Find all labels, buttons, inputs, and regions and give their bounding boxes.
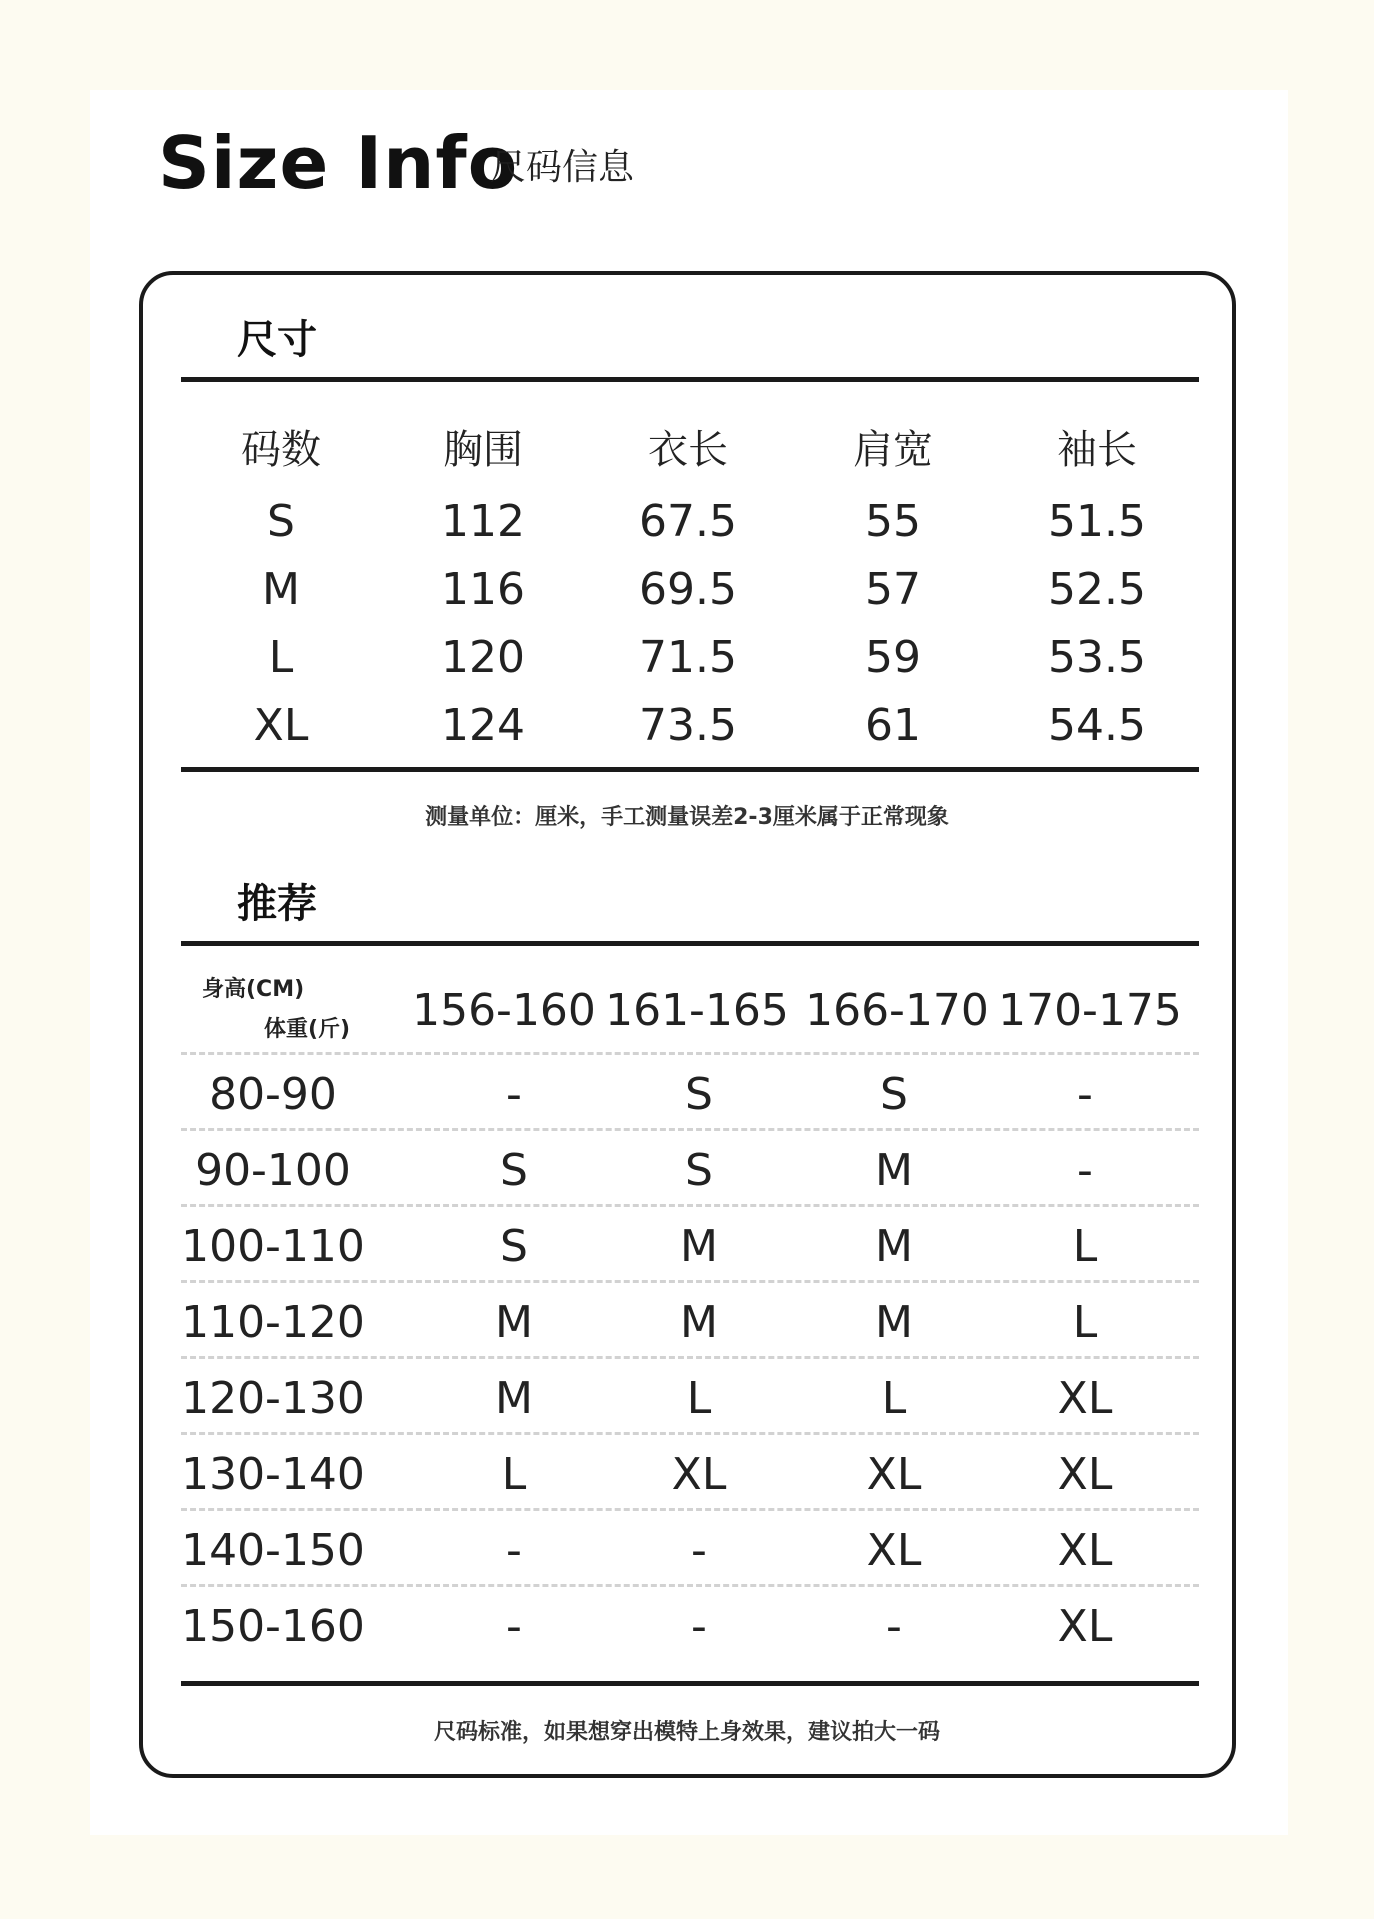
recommend-section-top-rule (181, 941, 1199, 946)
row-divider (181, 1432, 1199, 1435)
recommended-size-cell: M (875, 1145, 913, 1196)
recommended-size-cell: S (880, 1069, 908, 1120)
size-table-cell: 69.5 (639, 564, 737, 615)
row-divider (181, 1280, 1199, 1283)
size-table-cell: 116 (441, 564, 525, 615)
recommended-size-cell: - (506, 1601, 522, 1652)
size-table-cell: 57 (865, 564, 921, 615)
page-subtitle: 尺码信息 (490, 147, 635, 188)
recommended-size-cell: XL (1057, 1525, 1113, 1576)
height-range-header: 161-165 (605, 985, 789, 1036)
recommended-size-cell: M (495, 1297, 533, 1348)
size-table-cell: M (262, 564, 300, 615)
recommended-size-cell: M (875, 1221, 913, 1272)
recommended-size-cell: XL (671, 1449, 727, 1500)
size-table-cell: 112 (441, 496, 525, 547)
measurement-note: 测量单位：厘米，手工测量误差2-3厘米属于正常现象 (425, 805, 949, 830)
height-range-header: 170-175 (998, 985, 1182, 1036)
size-table-cell: 71.5 (639, 632, 737, 683)
size-section-top-rule (181, 377, 1199, 382)
size-table-cell: L (268, 632, 294, 683)
height-range-header: 156-160 (412, 985, 596, 1036)
size-table-cell: S (267, 496, 295, 547)
recommended-size-cell: - (506, 1525, 522, 1576)
size-table-cell: 73.5 (639, 700, 737, 751)
recommended-size-cell: XL (1057, 1449, 1113, 1500)
weight-axis-label: 体重(斤) (264, 1017, 351, 1042)
recommended-size-cell: L (1072, 1221, 1098, 1272)
recommended-size-cell: L (1072, 1297, 1098, 1348)
size-table-cell: 52.5 (1048, 564, 1146, 615)
recommended-size-cell: S (685, 1069, 713, 1120)
recommended-size-cell: M (875, 1297, 913, 1348)
height-axis-label: 身高(CM) (202, 977, 305, 1002)
size-table-cell: 67.5 (639, 496, 737, 547)
size-table-cell: 120 (441, 632, 525, 683)
height-range-header: 166-170 (805, 985, 989, 1036)
recommended-size-cell: M (495, 1373, 533, 1424)
weight-range-label: 140-150 (181, 1525, 365, 1576)
size-table-cell: XL (253, 700, 309, 751)
recommended-size-cell: XL (866, 1449, 922, 1500)
size-section-bottom-rule (181, 767, 1199, 772)
weight-range-label: 120-130 (181, 1373, 365, 1424)
weight-range-label: 150-160 (181, 1601, 365, 1652)
size-table-cell: 55 (865, 496, 921, 547)
recommended-size-cell: - (691, 1601, 707, 1652)
size-section-title: 尺寸 (237, 317, 317, 363)
row-divider (181, 1508, 1199, 1511)
row-divider (181, 1356, 1199, 1359)
recommended-size-cell: - (1077, 1145, 1093, 1196)
recommended-size-cell: - (1077, 1069, 1093, 1120)
size-table-cell: 59 (865, 632, 921, 683)
page-title: Size Info (158, 121, 519, 205)
recommended-size-cell: XL (866, 1525, 922, 1576)
weight-range-label: 90-100 (195, 1145, 351, 1196)
recommended-size-cell: S (500, 1145, 528, 1196)
weight-range-label: 110-120 (181, 1297, 365, 1348)
size-column-header: 衣长 (648, 427, 728, 473)
recommended-size-cell: XL (1057, 1373, 1113, 1424)
size-column-header: 袖长 (1057, 427, 1137, 473)
recommended-size-cell: S (500, 1221, 528, 1272)
size-column-header: 码数 (241, 427, 321, 473)
size-table-cell: 124 (441, 700, 525, 751)
size-table-cell: 51.5 (1048, 496, 1146, 547)
row-divider (181, 1204, 1199, 1207)
recommended-size-cell: L (686, 1373, 712, 1424)
row-divider (181, 1584, 1199, 1587)
recommended-size-cell: M (680, 1297, 718, 1348)
recommended-size-cell: - (691, 1525, 707, 1576)
weight-range-label: 130-140 (181, 1449, 365, 1500)
size-column-header: 肩宽 (853, 427, 933, 473)
row-divider (181, 1052, 1199, 1055)
recommended-size-cell: L (501, 1449, 527, 1500)
recommended-size-cell: S (685, 1145, 713, 1196)
size-table-cell: 61 (865, 700, 921, 751)
recommended-size-cell: - (886, 1601, 902, 1652)
recommended-size-cell: L (881, 1373, 907, 1424)
weight-range-label: 80-90 (209, 1069, 337, 1120)
size-table-cell: 53.5 (1048, 632, 1146, 683)
size-advice-note: 尺码标准，如果想穿出模特上身效果，建议拍大一码 (433, 1720, 940, 1745)
weight-range-label: 100-110 (181, 1221, 365, 1272)
recommended-size-cell: - (506, 1069, 522, 1120)
size-column-header: 胸围 (443, 427, 523, 473)
recommend-section-bottom-rule (181, 1681, 1199, 1686)
recommended-size-cell: M (680, 1221, 718, 1272)
recommend-section-title: 推荐 (237, 881, 317, 927)
size-table-cell: 54.5 (1048, 700, 1146, 751)
row-divider (181, 1128, 1199, 1131)
recommended-size-cell: XL (1057, 1601, 1113, 1652)
